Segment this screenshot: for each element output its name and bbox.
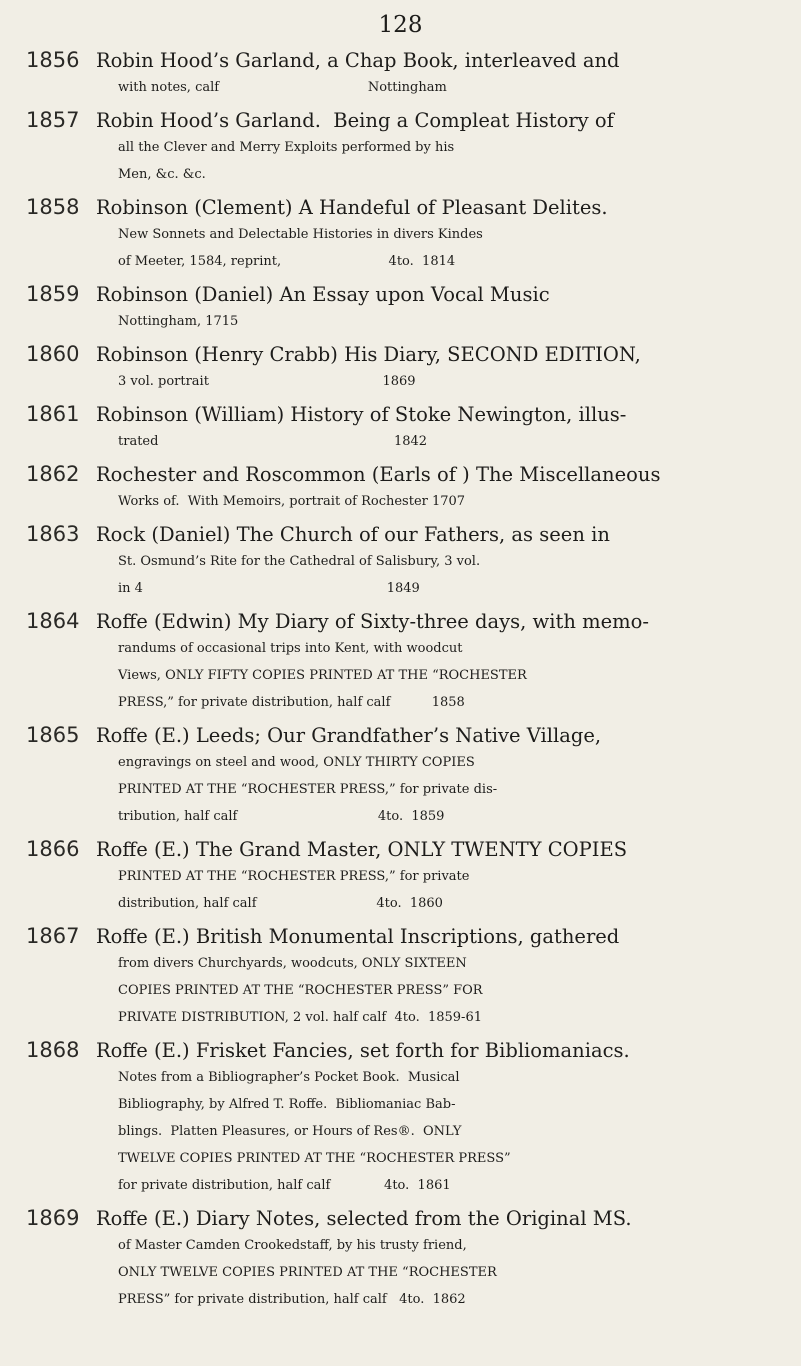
entry-line: Robinson (William) History of Stoke Newington, illus- <box>96 403 627 426</box>
entry-description <box>96 281 784 335</box>
catalogue-entry <box>26 47 784 101</box>
entry-line: trated 1842 <box>118 434 428 449</box>
lot-number: 1869 <box>26 1206 80 1230</box>
entry-line: 3 vol. portrait 1869 <box>118 374 416 389</box>
entry-line: Roffe (Edwin) My Diary of Sixty-three days, with memo- <box>96 610 649 633</box>
entry-line: PRINTED AT THE “ROCHESTER PRESS,” for private <box>118 869 470 884</box>
entry-line: Robinson (Daniel) An Essay upon Vocal Music <box>96 283 550 306</box>
entry-line: TWELVE COPIES PRINTED AT THE “ROCHESTER PRESS” <box>118 1151 511 1166</box>
entry-line: for private distribution, half calf 4to. 1861 <box>118 1178 451 1193</box>
catalogue-entry <box>26 608 784 716</box>
entry-description <box>96 923 784 1031</box>
catalogue-entry <box>26 194 784 275</box>
lot-number: 1856 <box>26 48 80 72</box>
entry-line: Robinson (Henry Crabb) His Diary, SECOND EDITION, <box>96 343 641 366</box>
lot-number: 1863 <box>26 522 80 546</box>
entry-line: Roffe (E.) British Monumental Inscriptions, gathered <box>96 925 620 948</box>
lot-number: 1864 <box>26 609 80 633</box>
entry-line: St. Osmund’s Rite for the Cathedral of Salisbury, 3 vol. <box>118 554 481 569</box>
page-number: 128 <box>378 12 423 38</box>
entry-line: ONLY TWELVE COPIES PRINTED AT THE “ROCHESTER <box>118 1265 497 1280</box>
entry-line: distribution, half calf 4to. 1860 <box>118 896 443 911</box>
catalogue-entry <box>26 521 784 602</box>
entry-line: Rock (Daniel) The Church of our Fathers, as seen in <box>96 523 610 546</box>
lot-number: 1862 <box>26 462 80 486</box>
entry-line: Roffe (E.) Frisket Fancies, set forth for Bibliomaniacs. <box>96 1039 630 1062</box>
entry-line: Robin Hood’s Garland, a Chap Book, interleaved and <box>96 49 620 72</box>
catalogue-entry <box>26 281 784 335</box>
entry-line: Robinson (Clement) A Handeful of Pleasant Delites. <box>96 196 608 219</box>
lot-number: 1866 <box>26 837 80 861</box>
lot-number: 1865 <box>26 723 80 747</box>
catalogue-entry <box>26 836 784 917</box>
entry-line: COPIES PRINTED AT THE “ROCHESTER PRESS” FOR <box>118 983 483 998</box>
entry-description <box>96 107 784 188</box>
entry-line: in 4 1849 <box>118 581 420 596</box>
lot-number: 1861 <box>26 402 80 426</box>
entry-description <box>96 194 784 275</box>
lot-number: 1859 <box>26 282 80 306</box>
catalogue-entry <box>26 1037 784 1199</box>
catalogue-entry <box>26 461 784 515</box>
entry-description <box>96 722 784 830</box>
entry-line: with notes, calf Nottingham <box>118 80 447 95</box>
entry-line: Works of. With Memoirs, portrait of Rochester 1707 <box>118 494 466 509</box>
entry-line: New Sonnets and Delectable Histories in divers Kindes <box>118 227 483 242</box>
catalogue-entry <box>26 341 784 395</box>
lot-number: 1860 <box>26 342 80 366</box>
entry-line: Views, ONLY FIFTY COPIES PRINTED AT THE “ROCHESTER <box>118 668 527 683</box>
entry-description <box>96 836 784 917</box>
lot-number: 1857 <box>26 108 80 132</box>
catalogue-entry <box>26 401 784 455</box>
entry-line: all the Clever and Merry Exploits performed by his <box>118 140 455 155</box>
entry-description <box>96 521 784 602</box>
entry-description <box>96 401 784 455</box>
entry-line: PRINTED AT THE “ROCHESTER PRESS,” for private dis- <box>118 782 498 797</box>
entry-line: Rochester and Roscommon (Earls of ) The Miscellaneous <box>96 463 661 486</box>
entry-description <box>96 461 784 515</box>
entry-line: Robin Hood’s Garland. Being a Compleat History of <box>96 109 614 132</box>
entry-line: blings. Platten Pleasures, or Hours of Res®. ONLY <box>118 1124 462 1139</box>
catalogue-entry <box>26 1205 784 1313</box>
entry-line: Roffe (E.) Diary Notes, selected from the Original MS. <box>96 1207 632 1230</box>
entry-line: PRESS,” for private distribution, half calf 1858 <box>118 695 465 710</box>
lot-number: 1867 <box>26 924 80 948</box>
entry-line: from divers Churchyards, woodcuts, ONLY SIXTEEN <box>118 956 467 971</box>
entry-line: Nottingham, 1715 <box>118 314 239 329</box>
entry-line: engravings on steel and wood, ONLY THIRTY COPIES <box>118 755 475 770</box>
entry-line: Roffe (E.) The Grand Master, ONLY TWENTY COPIES <box>96 838 628 861</box>
entry-line: Notes from a Bibliographer’s Pocket Book. Musical <box>118 1070 460 1085</box>
entry-description <box>96 1205 784 1313</box>
catalogue-entry <box>26 923 784 1031</box>
catalogue-entry <box>26 722 784 830</box>
entry-description <box>96 341 784 395</box>
lot-number: 1868 <box>26 1038 80 1062</box>
entry-line: Bibliography, by Alfred T. Roffe. Bibliomaniac Bab- <box>118 1097 456 1112</box>
entry-description <box>96 1037 784 1199</box>
entry-line: Roffe (E.) Leeds; Our Grandfather’s Native Village, <box>96 724 602 747</box>
entry-description <box>96 608 784 716</box>
entry-line: randums of occasional trips into Kent, with woodcut <box>118 641 463 656</box>
entry-line: of Master Camden Crookedstaff, by his trusty friend, <box>118 1238 467 1253</box>
entry-line: of Meeter, 1584, reprint, 4to. 1814 <box>118 254 456 269</box>
entry-line: tribution, half calf 4to. 1859 <box>118 809 445 824</box>
entry-line: PRESS” for private distribution, half calf 4to. 1862 <box>118 1292 466 1307</box>
lot-number: 1858 <box>26 195 80 219</box>
entry-line: Men, &c. &c. <box>118 167 206 182</box>
catalogue-entry <box>26 107 784 188</box>
entry-line: PRIVATE DISTRIBUTION, 2 vol. half calf 4to. 1859-61 <box>118 1010 482 1025</box>
entry-description <box>96 47 784 101</box>
catalogue-list <box>26 47 784 1319</box>
